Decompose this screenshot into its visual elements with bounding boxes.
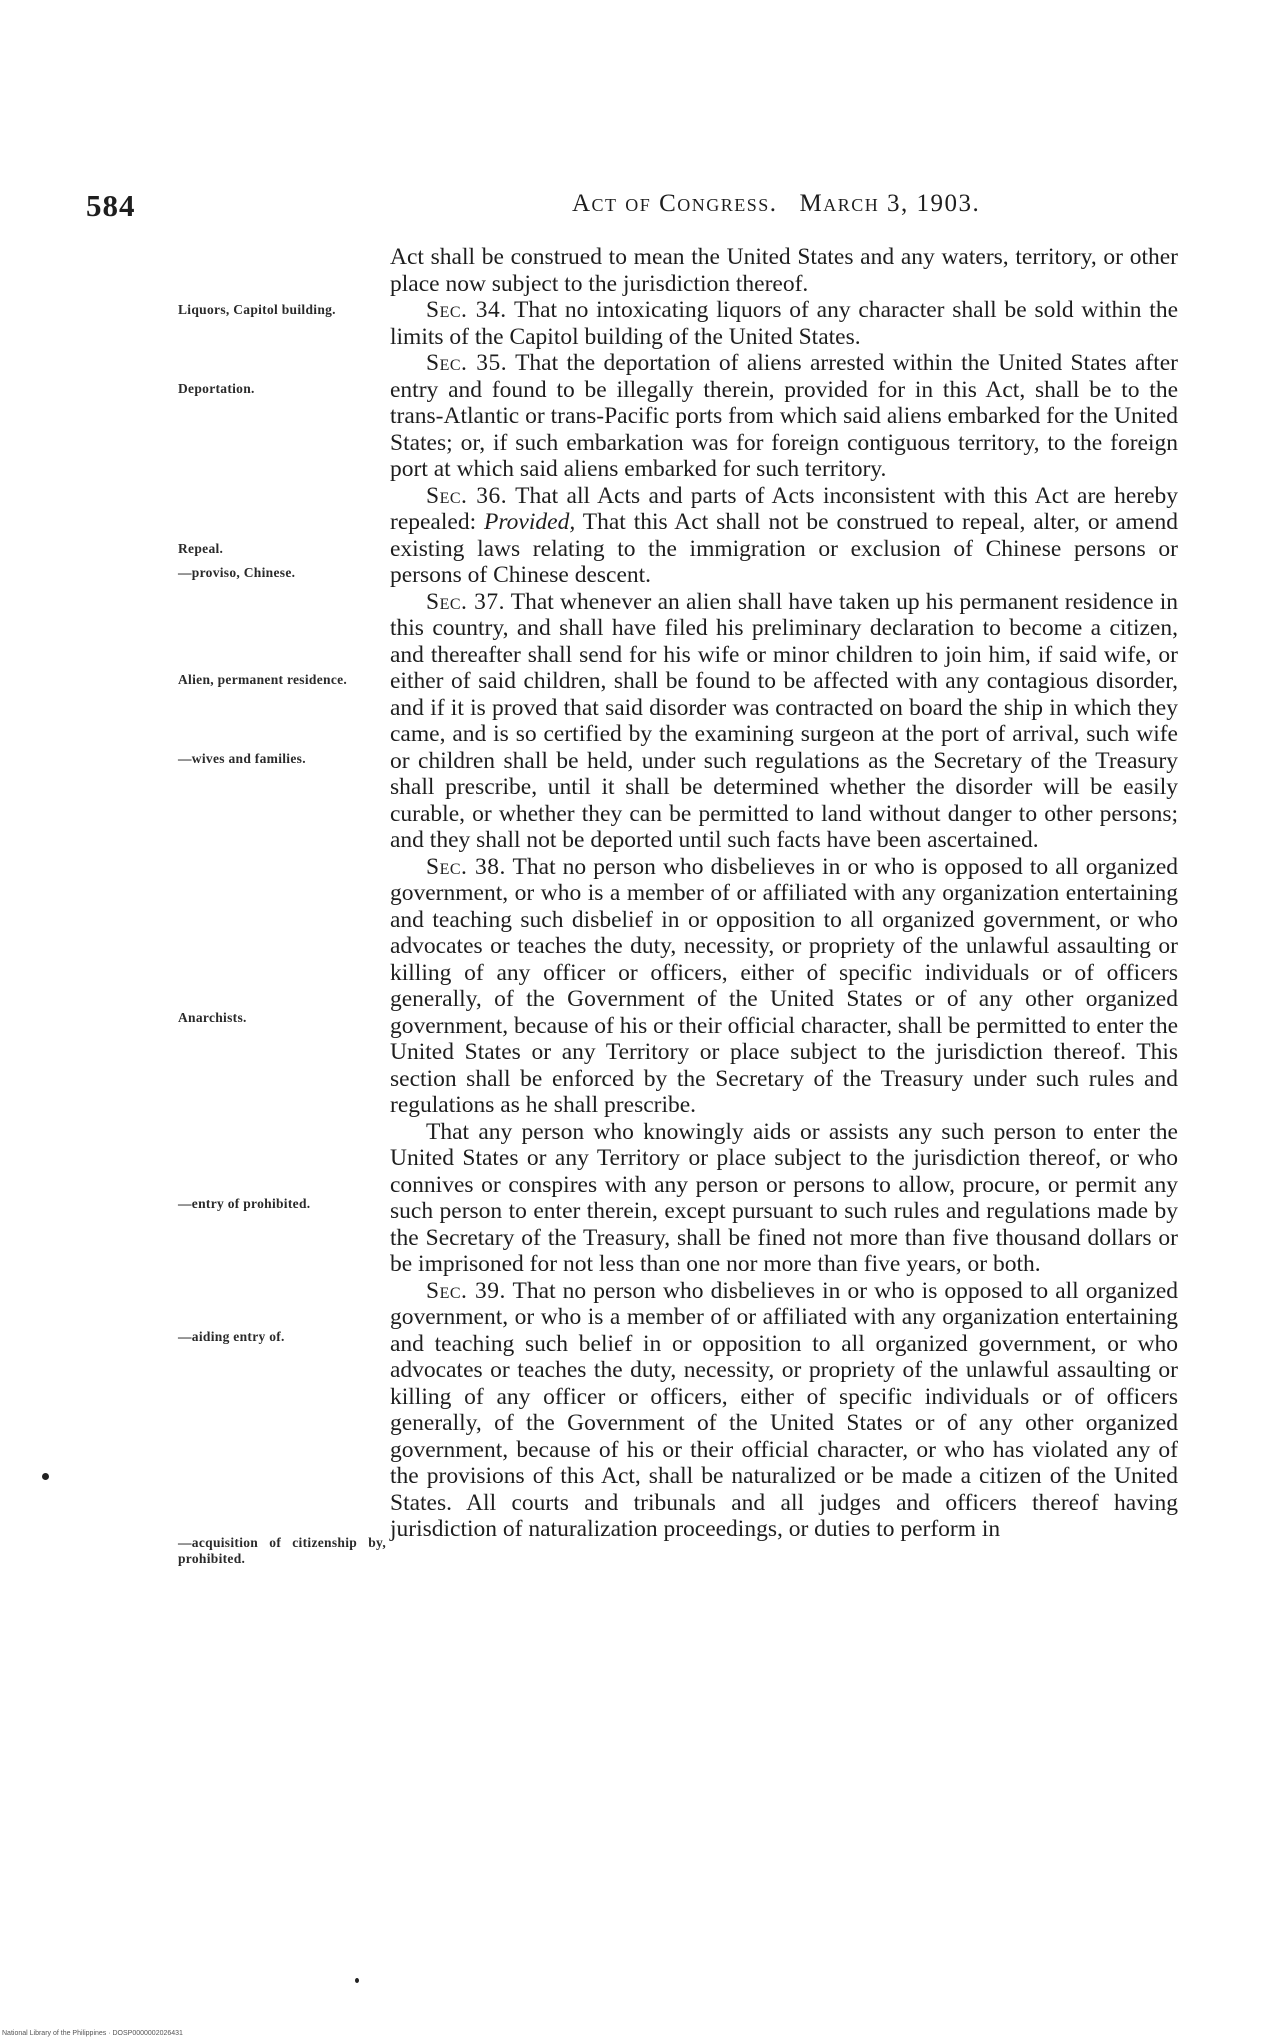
section-number: Sec. 39. xyxy=(426,1277,506,1304)
margin-note-proviso-chinese: —proviso, Chinese. xyxy=(178,565,296,580)
proviso-word: Provided, xyxy=(484,509,576,535)
running-head-title: Act of Congress. xyxy=(572,190,778,217)
paragraph-sec-39 xyxy=(390,1278,1178,1543)
margin-note-deportation: Deportation. xyxy=(178,381,255,396)
margin-note-aiding-entry: —aiding entry of. xyxy=(178,1329,285,1344)
margin-note-anarchists: Anarchists. xyxy=(178,1010,247,1025)
paragraph-sec-38 xyxy=(390,854,1178,1119)
statute-body xyxy=(390,244,1178,1543)
paragraph-text: That this Act shall not be construed to repeal, alter, or amend existing laws relating to the immigration or exclusion of Chinese persons or persons of Chinese descent. xyxy=(390,509,1179,588)
margin-note-entry-prohibited: —entry of prohibited. xyxy=(178,1196,311,1211)
paragraph-text: That the deportation of aliens arrested within the United States after entry and found to be illegally therein, provided for in this Act, shall be to the trans-Atlantic or trans-Pacific ports from which said aliens embarked for the United States; or, if such embarkation was for foreign contiguous territory, to the foreign port at which said aliens embarked for such territory. xyxy=(390,350,1179,482)
margin-note-wives-families: —wives and families. xyxy=(178,751,306,766)
section-number: Sec. 34. xyxy=(426,297,507,323)
paragraph-text: That all Acts and parts of Acts inconsistent with this Act are hereby repealed: xyxy=(390,482,1179,535)
margin-note-liquors: Liquors, Capitol building. xyxy=(178,302,336,317)
section-number: Sec. 36. xyxy=(426,482,508,509)
paragraph-text: That any person who knowingly aids or assists any such person to enter the United States or any Territory or place subject to the jurisdiction thereof, or who connives or conspires with any person or persons to allow, procure, or permit any such person to enter therein, except pursuant to such rules and regulations made by the Secretary of the Treasury, shall be fined not more than five thousand dollars or be imprisoned for not less than one nor more than five years, or both. xyxy=(390,1118,1178,1277)
section-number: Sec. 38. xyxy=(426,853,506,880)
paragraph-text: That no intoxicating liquors of any character shall be sold within the limits of the Capitol building of the United States. xyxy=(390,297,1179,350)
scan-credit: National Library of the Philippines · DOSP0000002026431 xyxy=(2,2030,183,2037)
paragraph-sec-37 xyxy=(390,589,1178,854)
margin-note-repeal: Repeal. xyxy=(178,541,224,556)
section-number: Sec. 37. xyxy=(426,588,505,615)
paragraph-sec-34 xyxy=(390,297,1178,350)
section-number: Sec. 35. xyxy=(426,350,508,376)
margin-note-alien-residence: Alien, permanent residence. xyxy=(178,672,348,687)
paragraph-text: That no person who disbelieves in or who is opposed to all organized government, or who is a member of or affiliated with any organization entertaining and teaching such belief in or opposition to all organized government, or who advocates or teaches the duty, necessity, or propriety of the unlawful assaulting or killing of any officer or officers, either of specific individuals or of officers generally, of the Government of the United States or of any other organized government, because of his or their official character, or who has violated any of the provisions of this Act, shall be naturalized or be made a citizen of the United States. All courts and tribunals and all judges and officers thereof having jurisdiction of naturalization proceedings, or duties to perform in xyxy=(390,1277,1179,1542)
paragraph-aiding-entry xyxy=(390,1119,1178,1278)
running-head xyxy=(572,190,980,218)
paragraph-text: Act shall be construed to mean the United States and any waters, territory, or other place now subject to the jurisdiction thereof. xyxy=(390,244,1178,297)
margin-note-citizenship-prohibited: —acquisition of citizenship by, prohibited. xyxy=(178,1535,386,1566)
paragraph-sec-36 xyxy=(390,483,1178,589)
page-header xyxy=(0,188,1271,228)
paragraph-continuation xyxy=(390,244,1178,297)
page-number: 584 xyxy=(86,188,136,223)
scan-speck-dot xyxy=(42,1473,49,1480)
paragraph-sec-35 xyxy=(390,350,1178,483)
paragraph-text: That no person who disbelieves in or who is opposed to all organized government, or who is a member of or affiliated with any organization entertaining and teaching such disbelief in or opposition to all organized government, or who advocates or teaches the duty, necessity, or propriety of the unlawful assaulting or killing of any officer or officers, either of specific individuals or of officers generally, of the Government of the United States or of any other organized government, because of his or their official character, shall be permitted to enter the United States or any Territory or place subject to the jurisdiction thereof. This section shall be enforced by the Secretary of the Treasury under such rules and regulations as he shall prescribe. xyxy=(390,853,1179,1118)
paragraph-text: That whenever an alien shall have taken up his permanent residence in this country, and shall have filed his preliminary declaration to become a citizen, and thereafter shall send for his wife or minor children to join him, if said wife, or either of said children, shall be found to be affected with any contagious disorder, and if it is proved that said disorder was contracted on board the ship in which they came, and is so certified by the examining surgeon at the port of arrival, such wife or children shall be held, under such regulations as the Secretary of the Treasury shall prescribe, until it shall be determined whether the disorder will be easily curable, or whether they can be permitted to land without danger to other persons; and they shall not be deported until such facts have been ascertained. xyxy=(390,588,1178,853)
scan-speck-dot xyxy=(355,1978,359,1983)
running-head-date: March 3, 1903. xyxy=(799,190,981,217)
